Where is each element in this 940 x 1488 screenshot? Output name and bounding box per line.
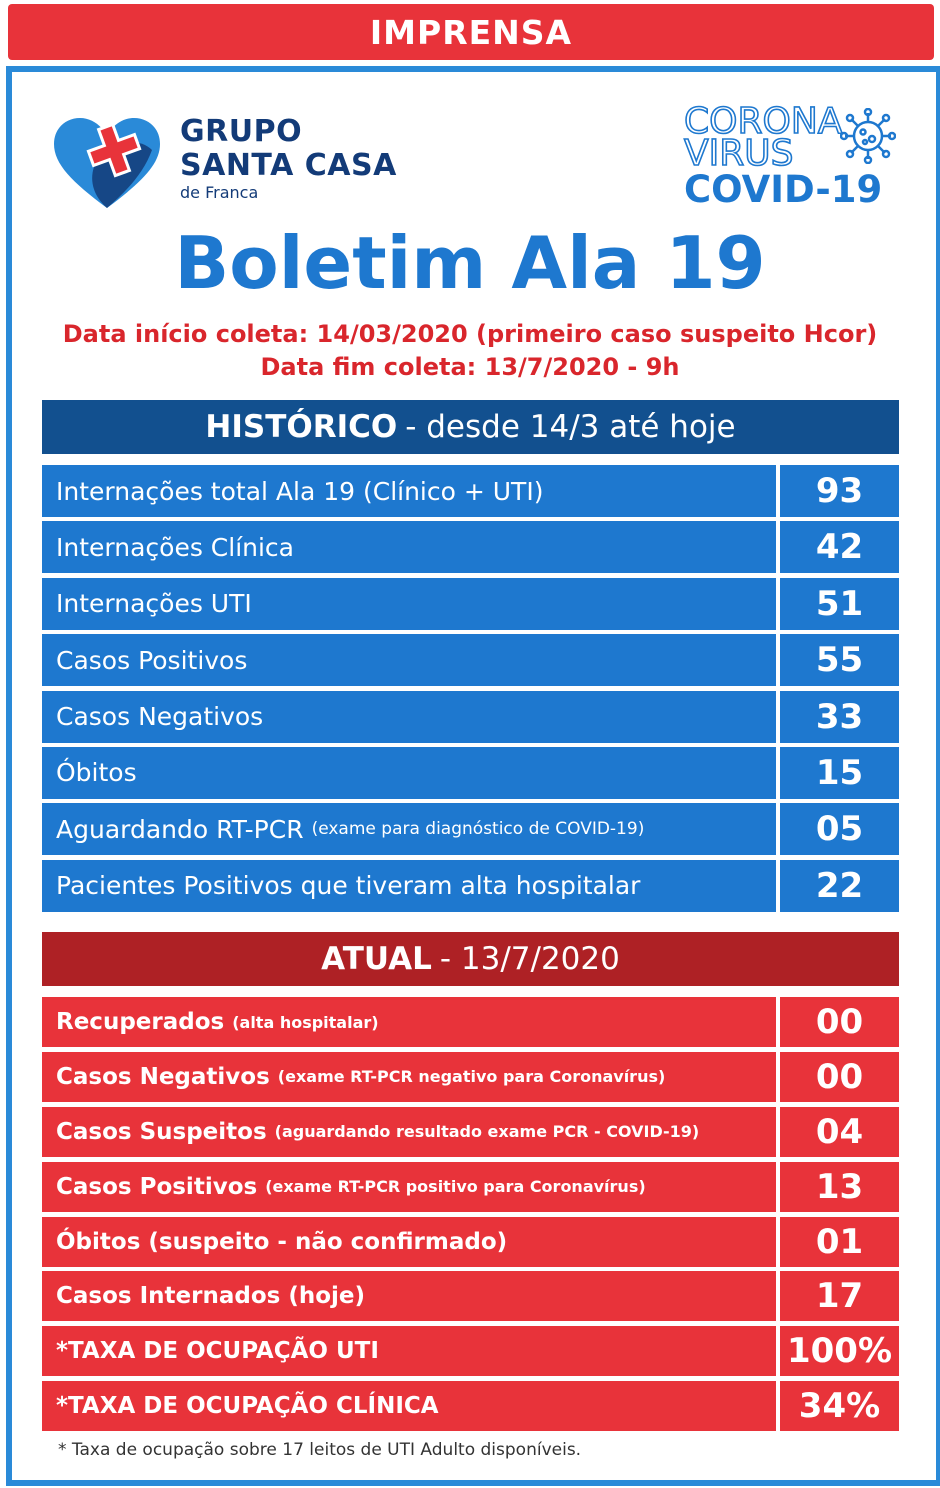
row-value: 55: [780, 634, 899, 686]
row-label: Casos Negativos (exame RT-PCR negativo para Coronavírus): [42, 1052, 776, 1102]
row-label: Casos Negativos: [42, 691, 776, 743]
historico-table: [42, 465, 899, 916]
table-row: [42, 1326, 899, 1376]
row-value: 15: [780, 747, 899, 799]
row-value: 33: [780, 691, 899, 743]
table-row: [42, 747, 899, 799]
santa-casa-heart-logo-icon: [52, 116, 162, 212]
table-row: [42, 634, 899, 686]
footnote: * Taxa de ocupação sobre 17 leitos de UTI Adulto disponíveis.: [58, 1440, 582, 1460]
row-value: 00: [780, 1052, 899, 1102]
atual-header: [42, 932, 899, 986]
brand-line-2: SANTA CASA: [180, 148, 397, 183]
row-label: Casos Positivos: [42, 634, 776, 686]
row-label: Pacientes Positivos que tiveram alta hospitalar: [42, 860, 776, 912]
atual-subtitle: - 13/7/2020: [439, 941, 620, 977]
row-value: 05: [780, 803, 899, 855]
row-label: *TAXA DE OCUPAÇÃO CLÍNICA: [42, 1381, 776, 1431]
table-row: [42, 1217, 899, 1267]
table-row: [42, 465, 899, 517]
coronavirus-badge: [682, 101, 902, 214]
row-label: Óbitos: [42, 747, 776, 799]
brand-line-3: de Franca: [180, 183, 259, 202]
table-row: [42, 1271, 899, 1321]
atual-title: ATUAL: [321, 941, 432, 977]
row-value: 51: [780, 578, 899, 630]
corona-word: CORONA: [684, 101, 843, 142]
row-value: 04: [780, 1107, 899, 1157]
table-row: [42, 691, 899, 743]
page-title: Boletim Ala 19: [174, 221, 766, 305]
brand-name: [180, 115, 397, 203]
brand-line-1: GRUPO: [180, 114, 303, 149]
row-label: Internações Clínica: [42, 521, 776, 573]
row-label: Óbitos (suspeito - não confirmado): [42, 1217, 776, 1267]
historico-title: HISTÓRICO: [205, 409, 398, 445]
row-label: Internações UTI: [42, 578, 776, 630]
row-value: 00: [780, 997, 899, 1047]
row-label: Internações total Ala 19 (Clínico + UTI): [42, 465, 776, 517]
row-label: Casos Suspeitos (aguardando resultado exame PCR - COVID-19): [42, 1107, 776, 1157]
row-label: Aguardando RT-PCR (exame para diagnóstico de COVID-19): [42, 803, 776, 855]
table-row: [42, 1381, 899, 1431]
historico-header: [42, 400, 899, 454]
virus-icon: [840, 108, 896, 164]
collection-dates: [0, 318, 940, 384]
row-label: Casos Internados (hoje): [42, 1271, 776, 1321]
virus-word: VIRUS: [684, 133, 794, 174]
start-date-text: Data início coleta: 14/03/2020 (primeiro caso suspeito Hcor): [62, 320, 878, 348]
table-row: [42, 578, 899, 630]
row-value: 42: [780, 521, 899, 573]
imprensa-banner: IMPRENSA: [8, 4, 934, 60]
row-label: Recuperados (alta hospitalar): [42, 997, 776, 1047]
row-value: 17: [780, 1271, 899, 1321]
table-row: [42, 997, 899, 1047]
table-row: [42, 521, 899, 573]
atual-table: [42, 997, 899, 1436]
row-value: 13: [780, 1162, 899, 1212]
table-row: [42, 860, 899, 912]
row-label: *TAXA DE OCUPAÇÃO UTI: [42, 1326, 776, 1376]
table-row: [42, 1052, 899, 1102]
end-date-text: Data fim coleta: 13/7/2020 - 9h: [260, 353, 680, 381]
row-value: 34%: [780, 1381, 899, 1431]
row-value: 22: [780, 860, 899, 912]
row-label: Casos Positivos (exame RT-PCR positivo para Coronavírus): [42, 1162, 776, 1212]
table-row: [42, 803, 899, 855]
row-value: 100%: [780, 1326, 899, 1376]
row-value: 01: [780, 1217, 899, 1267]
table-row: [42, 1162, 899, 1212]
table-row: [42, 1107, 899, 1157]
historico-subtitle: - desde 14/3 até hoje: [405, 409, 736, 445]
row-value: 93: [780, 465, 899, 517]
covid-19-word: COVID-19: [684, 168, 883, 211]
